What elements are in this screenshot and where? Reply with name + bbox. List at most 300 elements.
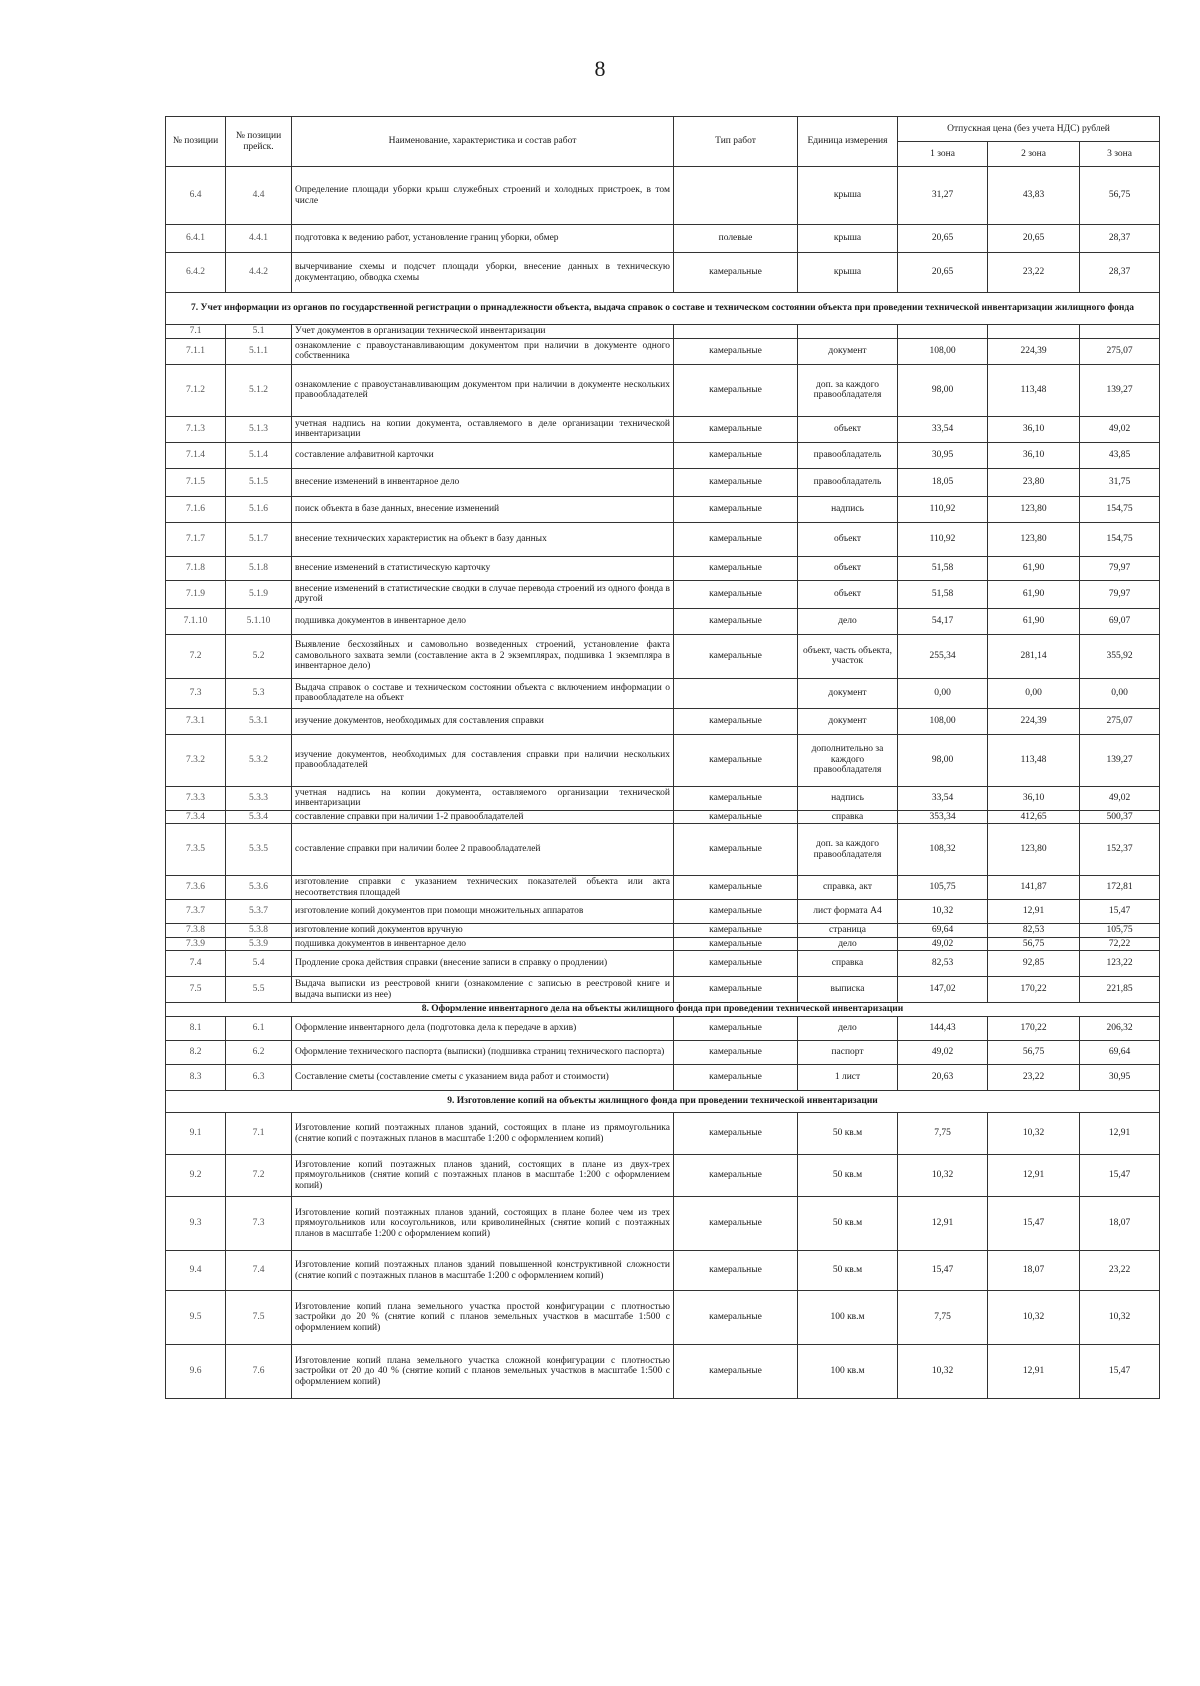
position-cell: 7.3.6	[166, 876, 226, 900]
zone-1-price-cell: 144,43	[898, 1017, 988, 1041]
unit-cell: справка	[798, 810, 898, 824]
work-name-cell: Выдача справок о составе и техническом состоянии объекта с включением информации о правообладателе на объект	[292, 678, 674, 708]
price-list-position-cell: 5.1.5	[226, 468, 292, 496]
zone-1-price-cell: 18,05	[898, 468, 988, 496]
price-list-position-cell: 5.3.7	[226, 900, 292, 924]
work-type-cell: камеральные	[674, 253, 798, 293]
unit-cell: 100 кв.м	[798, 1345, 898, 1399]
price-list-position-cell: 5.1.2	[226, 364, 292, 416]
zone-3-price-cell: 139,27	[1080, 364, 1160, 416]
position-cell: 8.1	[166, 1017, 226, 1041]
work-name-cell: изучение документов, необходимых для составления справки	[292, 708, 674, 734]
zone-1-price-cell: 12,91	[898, 1197, 988, 1251]
zone-3-price-cell: 28,37	[1080, 253, 1160, 293]
unit-cell: 100 кв.м	[798, 1291, 898, 1345]
zone-3-price-cell: 123,22	[1080, 951, 1160, 977]
work-name-cell: ознакомление с правоустанавливающим документом при наличии в документе одного собственника	[292, 338, 674, 364]
zone-1-price-cell: 82,53	[898, 951, 988, 977]
unit-cell: надпись	[798, 496, 898, 522]
header-price: Отпускная цена (без учета НДС) рублей	[898, 117, 1160, 142]
position-cell: 7.3.3	[166, 786, 226, 810]
table-row	[166, 977, 1160, 1003]
work-name-cell: Оформление технического паспорта (выписки) (подшивка страниц технического паспорта)	[292, 1041, 674, 1065]
work-type-cell	[674, 325, 798, 339]
price-list-position-cell: 5.4	[226, 951, 292, 977]
page-number: 8	[594, 56, 606, 81]
zone-3-price-cell: 10,32	[1080, 1291, 1160, 1345]
work-name-cell: учетная надпись на копии документа, оставляемого в деле организации технической инвентаризации	[292, 416, 674, 442]
zone-1-price-cell: 110,92	[898, 522, 988, 556]
price-list-position-cell: 5.3	[226, 678, 292, 708]
work-type-cell: камеральные	[674, 951, 798, 977]
table-row	[166, 167, 1160, 225]
table-row	[166, 786, 1160, 810]
zone-3-price-cell: 0,00	[1080, 678, 1160, 708]
table-row	[166, 442, 1160, 468]
table-row	[166, 924, 1160, 938]
zone-2-price-cell: 123,80	[988, 824, 1080, 876]
zone-3-price-cell: 355,92	[1080, 634, 1160, 678]
position-cell: 7.1.4	[166, 442, 226, 468]
work-type-cell: камеральные	[674, 824, 798, 876]
work-type-cell: камеральные	[674, 1041, 798, 1065]
zone-1-price-cell: 7,75	[898, 1291, 988, 1345]
zone-1-price-cell: 15,47	[898, 1251, 988, 1291]
price-list-position-cell: 5.1.1	[226, 338, 292, 364]
work-name-cell: Учет документов в организации технической инвентаризации	[292, 325, 674, 339]
position-cell: 7.1	[166, 325, 226, 339]
unit-cell: объект	[798, 556, 898, 580]
work-type-cell: камеральные	[674, 1065, 798, 1091]
zone-2-price-cell: 43,83	[988, 167, 1080, 225]
zone-1-price-cell: 108,00	[898, 708, 988, 734]
unit-cell: 50 кв.м	[798, 1113, 898, 1155]
price-list-position-cell: 5.3.1	[226, 708, 292, 734]
header-zone-2: 2 зона	[988, 142, 1080, 167]
position-cell: 7.4	[166, 951, 226, 977]
work-name-cell: изготовление справки с указанием технических показателей объекта или акта несоответствия площадей	[292, 876, 674, 900]
zone-1-price-cell: 353,34	[898, 810, 988, 824]
unit-cell: дело	[798, 608, 898, 634]
work-type-cell: камеральные	[674, 900, 798, 924]
table-row	[166, 824, 1160, 876]
position-cell: 7.1.10	[166, 608, 226, 634]
work-name-cell: вычерчивание схемы и подсчет площади уборки, внесение данных в техническую документацию, обводка схемы	[292, 253, 674, 293]
table-row	[166, 338, 1160, 364]
work-type-cell: камеральные	[674, 708, 798, 734]
unit-cell: объект	[798, 580, 898, 608]
zone-3-price-cell: 152,37	[1080, 824, 1160, 876]
price-list-position-cell: 6.1	[226, 1017, 292, 1041]
zone-1-price-cell: 105,75	[898, 876, 988, 900]
position-cell: 7.2	[166, 634, 226, 678]
position-cell: 7.3.5	[166, 824, 226, 876]
zone-2-price-cell: 412,65	[988, 810, 1080, 824]
zone-3-price-cell: 15,47	[1080, 1345, 1160, 1399]
position-cell: 7.3	[166, 678, 226, 708]
zone-1-price-cell: 7,75	[898, 1113, 988, 1155]
unit-cell: 50 кв.м	[798, 1251, 898, 1291]
work-type-cell: камеральные	[674, 522, 798, 556]
header-zone-3: 3 зона	[1080, 142, 1160, 167]
zone-1-price-cell: 0,00	[898, 678, 988, 708]
price-list-position-cell: 7.4	[226, 1251, 292, 1291]
zone-1-price-cell: 108,32	[898, 824, 988, 876]
zone-3-price-cell	[1080, 325, 1160, 339]
work-name-cell: составление алфавитной карточки	[292, 442, 674, 468]
zone-3-price-cell: 154,75	[1080, 496, 1160, 522]
price-list-position-cell: 7.5	[226, 1291, 292, 1345]
work-type-cell: камеральные	[674, 634, 798, 678]
price-list-position-cell: 5.1.7	[226, 522, 292, 556]
zone-1-price-cell: 10,32	[898, 1345, 988, 1399]
work-type-cell: камеральные	[674, 810, 798, 824]
zone-1-price-cell: 51,58	[898, 556, 988, 580]
zone-2-price-cell: 61,90	[988, 556, 1080, 580]
zone-2-price-cell: 92,85	[988, 951, 1080, 977]
zone-3-price-cell: 15,47	[1080, 900, 1160, 924]
unit-cell: справка	[798, 951, 898, 977]
zone-3-price-cell: 31,75	[1080, 468, 1160, 496]
position-cell: 7.3.7	[166, 900, 226, 924]
table-row	[166, 1017, 1160, 1041]
work-type-cell: камеральные	[674, 468, 798, 496]
table-row	[166, 937, 1160, 951]
position-cell: 9.5	[166, 1291, 226, 1345]
section-title: 7. Учет информации из органов по государственной регистрации о принадлежности объекта, выдача справок о составе и техническом состоянии объекта при проведении технической инвентаризации жилищного фонда	[166, 293, 1160, 325]
zone-3-price-cell: 49,02	[1080, 786, 1160, 810]
price-list-position-cell: 7.3	[226, 1197, 292, 1251]
work-name-cell: Изготовление копий поэтажных планов зданий, состоящих в плане из двух-трех прямоугольников (снятие копий с поэтажных планов в масштабе 1:200 с оформлением копий)	[292, 1155, 674, 1197]
price-list-position-cell: 4.4.2	[226, 253, 292, 293]
position-cell: 7.5	[166, 977, 226, 1003]
zone-3-price-cell: 221,85	[1080, 977, 1160, 1003]
price-table	[165, 116, 1160, 1399]
price-table-body	[166, 167, 1160, 1399]
work-name-cell: составление справки при наличии более 2 правообладателей	[292, 824, 674, 876]
zone-2-price-cell: 113,48	[988, 734, 1080, 786]
price-list-position-cell: 5.3.4	[226, 810, 292, 824]
unit-cell: документ	[798, 678, 898, 708]
zone-2-price-cell: 10,32	[988, 1113, 1080, 1155]
zone-2-price-cell	[988, 325, 1080, 339]
work-type-cell: камеральные	[674, 338, 798, 364]
work-name-cell: Изготовление копий поэтажных планов зданий, состоящих в плане более чем из трех прямоугольников или косоугольников, или криволинейных (снятие копий с поэтажных планов в масштабе 1:200 с оформлением копий)	[292, 1197, 674, 1251]
table-row	[166, 325, 1160, 339]
section-heading	[166, 1091, 1160, 1113]
work-type-cell	[674, 678, 798, 708]
zone-1-price-cell	[898, 325, 988, 339]
work-type-cell: камеральные	[674, 1345, 798, 1399]
price-list-position-cell: 6.2	[226, 1041, 292, 1065]
zone-3-price-cell: 275,07	[1080, 338, 1160, 364]
table-row	[166, 1065, 1160, 1091]
table-row	[166, 900, 1160, 924]
table-row	[166, 708, 1160, 734]
table-row	[166, 580, 1160, 608]
position-cell: 6.4.1	[166, 225, 226, 253]
work-name-cell: подшивка документов в инвентарное дело	[292, 937, 674, 951]
zone-1-price-cell: 20,63	[898, 1065, 988, 1091]
zone-3-price-cell: 500,37	[1080, 810, 1160, 824]
zone-1-price-cell: 69,64	[898, 924, 988, 938]
zone-2-price-cell: 56,75	[988, 1041, 1080, 1065]
price-list-position-cell: 5.3.9	[226, 937, 292, 951]
unit-cell: страница	[798, 924, 898, 938]
work-type-cell: камеральные	[674, 876, 798, 900]
table-row	[166, 634, 1160, 678]
zone-3-price-cell: 79,97	[1080, 556, 1160, 580]
zone-1-price-cell: 110,92	[898, 496, 988, 522]
price-list-position-cell: 5.5	[226, 977, 292, 1003]
zone-1-price-cell: 30,95	[898, 442, 988, 468]
zone-1-price-cell: 31,27	[898, 167, 988, 225]
work-type-cell: камеральные	[674, 556, 798, 580]
unit-cell: дело	[798, 1017, 898, 1041]
price-list-position-cell: 7.2	[226, 1155, 292, 1197]
zone-2-price-cell: 61,90	[988, 608, 1080, 634]
zone-1-price-cell: 20,65	[898, 225, 988, 253]
unit-cell: 1 лист	[798, 1065, 898, 1091]
zone-1-price-cell: 10,32	[898, 1155, 988, 1197]
table-row	[166, 1291, 1160, 1345]
header-price-list-position: № позиции прейск.	[226, 117, 292, 167]
zone-1-price-cell: 51,58	[898, 580, 988, 608]
work-name-cell: подшивка документов в инвентарное дело	[292, 608, 674, 634]
zone-3-price-cell: 69,07	[1080, 608, 1160, 634]
price-list-position-cell: 5.3.5	[226, 824, 292, 876]
price-list-position-cell: 5.3.2	[226, 734, 292, 786]
work-name-cell: Изготовление копий поэтажных планов зданий повышенной конструктивной сложности (снятие копий с поэтажных планов в масштабе 1:200 с оформлением копий)	[292, 1251, 674, 1291]
zone-2-price-cell: 12,91	[988, 1155, 1080, 1197]
work-name-cell: внесение изменений в инвентарное дело	[292, 468, 674, 496]
unit-cell: лист формата А4	[798, 900, 898, 924]
zone-3-price-cell: 56,75	[1080, 167, 1160, 225]
table-row	[166, 734, 1160, 786]
zone-3-price-cell: 30,95	[1080, 1065, 1160, 1091]
table-row	[166, 1041, 1160, 1065]
price-list-position-cell: 5.1.10	[226, 608, 292, 634]
unit-cell: крыша	[798, 167, 898, 225]
zone-2-price-cell: 170,22	[988, 1017, 1080, 1041]
position-cell: 9.3	[166, 1197, 226, 1251]
unit-cell: надпись	[798, 786, 898, 810]
unit-cell	[798, 325, 898, 339]
work-name-cell: внесение изменений в статистические сводки в случае перевода строений из одного фонда в другой	[292, 580, 674, 608]
position-cell: 8.3	[166, 1065, 226, 1091]
price-list-position-cell: 5.3.3	[226, 786, 292, 810]
zone-3-price-cell: 43,85	[1080, 442, 1160, 468]
position-cell: 7.1.1	[166, 338, 226, 364]
zone-2-price-cell: 224,39	[988, 338, 1080, 364]
work-name-cell: Продление срока действия справки (внесение записи в справку о продлении)	[292, 951, 674, 977]
work-type-cell: камеральные	[674, 580, 798, 608]
zone-2-price-cell: 113,48	[988, 364, 1080, 416]
unit-cell: выписка	[798, 977, 898, 1003]
position-cell: 7.3.2	[166, 734, 226, 786]
position-cell: 7.1.6	[166, 496, 226, 522]
unit-cell: доп. за каждого правообладателя	[798, 364, 898, 416]
work-type-cell: камеральные	[674, 364, 798, 416]
zone-3-price-cell: 12,91	[1080, 1113, 1160, 1155]
work-name-cell: Выдача выписки из реестровой книги (ознакомление с записью в реестровой книге и выдача выписки из нее)	[292, 977, 674, 1003]
zone-2-price-cell: 23,22	[988, 1065, 1080, 1091]
work-type-cell: полевые	[674, 225, 798, 253]
work-name-cell: внесение изменений в статистическую карточку	[292, 556, 674, 580]
work-name-cell: изучение документов, необходимых для составления справки при наличии нескольких правообладателей	[292, 734, 674, 786]
position-cell: 7.1.7	[166, 522, 226, 556]
unit-cell: дело	[798, 937, 898, 951]
price-list-position-cell: 5.1.3	[226, 416, 292, 442]
zone-2-price-cell: 281,14	[988, 634, 1080, 678]
work-type-cell: камеральные	[674, 734, 798, 786]
table-row	[166, 876, 1160, 900]
zone-1-price-cell: 108,00	[898, 338, 988, 364]
zone-3-price-cell: 206,32	[1080, 1017, 1160, 1041]
zone-1-price-cell: 33,54	[898, 786, 988, 810]
price-list-position-cell: 4.4.1	[226, 225, 292, 253]
zone-2-price-cell: 23,22	[988, 253, 1080, 293]
work-type-cell: камеральные	[674, 416, 798, 442]
work-type-cell	[674, 167, 798, 225]
price-list-position-cell: 7.6	[226, 1345, 292, 1399]
unit-cell: справка, акт	[798, 876, 898, 900]
position-cell: 7.1.3	[166, 416, 226, 442]
table-row	[166, 468, 1160, 496]
zone-2-price-cell: 82,53	[988, 924, 1080, 938]
header-unit: Единица измерения	[798, 117, 898, 167]
zone-1-price-cell: 255,34	[898, 634, 988, 678]
zone-2-price-cell: 0,00	[988, 678, 1080, 708]
zone-2-price-cell: 18,07	[988, 1251, 1080, 1291]
position-cell: 7.1.5	[166, 468, 226, 496]
work-name-cell: внесение технических характеристик на объект в базу данных	[292, 522, 674, 556]
zone-3-price-cell: 69,64	[1080, 1041, 1160, 1065]
table-row	[166, 678, 1160, 708]
work-name-cell: учетная надпись на копии документа, оставляемого организации технической инвентаризации	[292, 786, 674, 810]
zone-2-price-cell: 61,90	[988, 580, 1080, 608]
work-name-cell: Определение площади уборки крыш служебных строений и холодных пристроек, в том числе	[292, 167, 674, 225]
work-name-cell: подготовка к ведению работ, установление границ уборки, обмер	[292, 225, 674, 253]
unit-cell: доп. за каждого правообладателя	[798, 824, 898, 876]
zone-2-price-cell: 170,22	[988, 977, 1080, 1003]
section-heading	[166, 1003, 1160, 1017]
section-title: 9. Изготовление копий на объекты жилищного фонда при проведении технической инвентаризации	[166, 1091, 1160, 1113]
work-type-cell: камеральные	[674, 786, 798, 810]
unit-cell: 50 кв.м	[798, 1155, 898, 1197]
zone-3-price-cell: 172,81	[1080, 876, 1160, 900]
position-cell: 7.1.9	[166, 580, 226, 608]
position-cell: 9.6	[166, 1345, 226, 1399]
work-type-cell: камеральные	[674, 937, 798, 951]
work-type-cell: камеральные	[674, 1291, 798, 1345]
table-row	[166, 416, 1160, 442]
table-row	[166, 608, 1160, 634]
zone-2-price-cell: 20,65	[988, 225, 1080, 253]
unit-cell: крыша	[798, 225, 898, 253]
header-name: Наименование, характеристика и состав работ	[292, 117, 674, 167]
zone-2-price-cell: 141,87	[988, 876, 1080, 900]
price-list-position-cell: 5.1	[226, 325, 292, 339]
zone-1-price-cell: 20,65	[898, 253, 988, 293]
unit-cell: документ	[798, 338, 898, 364]
zone-1-price-cell: 49,02	[898, 1041, 988, 1065]
work-name-cell: Выявление бесхозяйных и самовольно возведенных строений, установление факта самовольного захвата земли (составление акта в 2 экземплярах, подшивка 1 экземпляра в инвентарное дело)	[292, 634, 674, 678]
price-list-position-cell: 5.1.8	[226, 556, 292, 580]
table-row	[166, 810, 1160, 824]
position-cell: 7.3.9	[166, 937, 226, 951]
header-zone-1: 1 зона	[898, 142, 988, 167]
zone-1-price-cell: 98,00	[898, 364, 988, 416]
zone-3-price-cell: 23,22	[1080, 1251, 1160, 1291]
position-cell: 9.1	[166, 1113, 226, 1155]
zone-3-price-cell: 105,75	[1080, 924, 1160, 938]
position-cell: 7.1.8	[166, 556, 226, 580]
table-row	[166, 1251, 1160, 1291]
zone-2-price-cell: 123,80	[988, 496, 1080, 522]
work-name-cell: Оформление инвентарного дела (подготовка дела к передаче в архив)	[292, 1017, 674, 1041]
zone-2-price-cell: 36,10	[988, 416, 1080, 442]
unit-cell: документ	[798, 708, 898, 734]
work-type-cell: камеральные	[674, 924, 798, 938]
work-name-cell: ознакомление с правоустанавливающим документом при наличии в документе нескольких правообладателей	[292, 364, 674, 416]
zone-1-price-cell: 54,17	[898, 608, 988, 634]
zone-3-price-cell: 79,97	[1080, 580, 1160, 608]
work-type-cell: камеральные	[674, 1251, 798, 1291]
table-row	[166, 1155, 1160, 1197]
unit-cell: объект	[798, 522, 898, 556]
price-list-position-cell: 5.1.4	[226, 442, 292, 468]
table-row	[166, 1345, 1160, 1399]
position-cell: 6.4.2	[166, 253, 226, 293]
position-cell: 7.3.4	[166, 810, 226, 824]
unit-cell: правообладатель	[798, 442, 898, 468]
zone-3-price-cell: 28,37	[1080, 225, 1160, 253]
price-list-position-cell: 4.4	[226, 167, 292, 225]
zone-3-price-cell: 139,27	[1080, 734, 1160, 786]
position-cell: 9.2	[166, 1155, 226, 1197]
zone-2-price-cell: 12,91	[988, 900, 1080, 924]
position-cell: 6.4	[166, 167, 226, 225]
zone-2-price-cell: 23,80	[988, 468, 1080, 496]
work-type-cell: камеральные	[674, 1113, 798, 1155]
unit-cell: паспорт	[798, 1041, 898, 1065]
table-row	[166, 253, 1160, 293]
zone-3-price-cell: 154,75	[1080, 522, 1160, 556]
unit-cell: объект	[798, 416, 898, 442]
zone-1-price-cell: 49,02	[898, 937, 988, 951]
zone-1-price-cell: 10,32	[898, 900, 988, 924]
table-row	[166, 1197, 1160, 1251]
table-row	[166, 522, 1160, 556]
zone-2-price-cell: 15,47	[988, 1197, 1080, 1251]
work-name-cell: Изготовление копий поэтажных планов зданий, состоящих в плане из прямоугольника (снятие копий с поэтажных планов в масштабе 1:200 с оформлением копий)	[292, 1113, 674, 1155]
zone-3-price-cell: 275,07	[1080, 708, 1160, 734]
zone-2-price-cell: 12,91	[988, 1345, 1080, 1399]
zone-3-price-cell: 72,22	[1080, 937, 1160, 951]
position-cell: 7.3.1	[166, 708, 226, 734]
section-title: 8. Оформление инвентарного дела на объекты жилищного фонда при проведении технической инвентаризации	[166, 1003, 1160, 1017]
unit-cell: 50 кв.м	[798, 1197, 898, 1251]
zone-2-price-cell: 56,75	[988, 937, 1080, 951]
table-row	[166, 1113, 1160, 1155]
work-type-cell: камеральные	[674, 1197, 798, 1251]
zone-2-price-cell: 10,32	[988, 1291, 1080, 1345]
table-row	[166, 556, 1160, 580]
position-cell: 7.3.8	[166, 924, 226, 938]
zone-3-price-cell: 18,07	[1080, 1197, 1160, 1251]
unit-cell: объект, часть объекта, участок	[798, 634, 898, 678]
